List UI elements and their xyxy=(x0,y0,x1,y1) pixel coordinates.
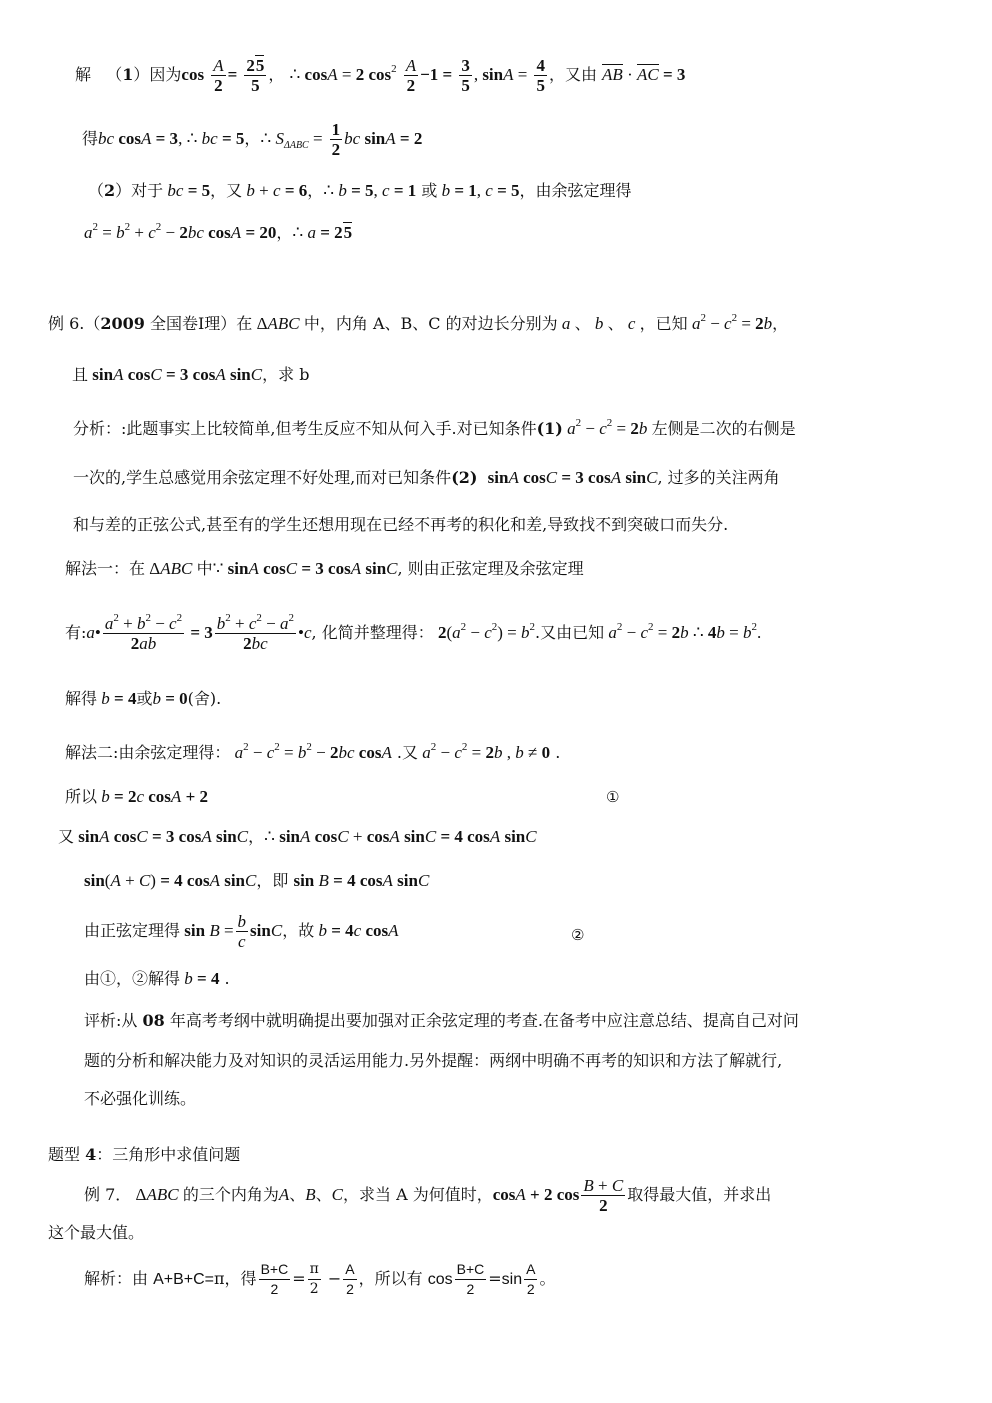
marker-one: ① xyxy=(606,788,620,806)
comment-line-1: 评析:从 08 年高考考纲中就明确提出要加强对正余弦定理的考查.在备考中应注意总结、提高自己对问 xyxy=(84,1011,799,1030)
solution-part1-line: 解 （1）因为cos $\frac{A}{2}$ = $\frac{25}{5}$ ， ∴ cosA = 2 $\cos^2$ $\frac{A}{2}$ −1 = $\frac{3}{5}$ , sinA = $\frac{4}{5}$ ，又由 AB · AC = 3 xyxy=(75,56,686,95)
method1-line: 解法一：在 ΔABC 中∵ sinA cosC = 3 cosA sinC, 则由正弦定理及余弦定理 xyxy=(65,559,584,578)
comment-line-2: 题的分析和解决能力及对知识的灵活运用能力.另外提醒：两纲中明确不再考的知识和方法了解就行, xyxy=(84,1051,783,1070)
example6-condition: 且 sinA cosC = 3 cosA sinC，求 b xyxy=(72,365,310,384)
method2-eq-sin: sin(A + C) = 4 cosA sinC，即 sin B = 4 cosA sinC xyxy=(84,871,430,890)
analysis-line-1: 分析：:此题事实上比较简单,但考生反应不知从何入手.对已知条件(1) $a^2 - c^2 = 2b$ 左侧是二次的右侧是 xyxy=(73,417,796,438)
example6-title: 例 6.（2009 全国卷Ⅰ理）在 ΔABC 中，内角 A、B、C 的对边长分别为 a 、 b 、 c ，已知 $a^2 - c^2 = 2b$， xyxy=(48,312,789,333)
cosine-law-line: $a^2 = b^2 + c^2 - 2bc$ cosA = 20，∴ a = 25 xyxy=(84,221,353,242)
method1-derivation: 有:a• $\frac{a^2 + b^2 - c^2}{2ab}$ = 3 $\frac{b^2 + c^2 - a^2}{2bc}$ •c, 化简并整理得： $2(a^2 - c^2) = b^2$.又由已知 $a^2 - c^2 = 2b$ ∴ $4b = b^2$. xyxy=(65,612,762,653)
analysis-line-3: 和与差的正弦公式,甚至有的学生还想用现在已经不再考的积化和差,导致找不到突破口而失分. xyxy=(73,515,729,534)
example7-line: 例 7． ΔABC 的三个内角为A、B、C，求当 A 为何值时，cosA + 2 cos $\frac{B + C}{2}$ 取得最大值，并求出 xyxy=(84,1176,772,1215)
method2-line: 解法二:由余弦定理得： $a^2 - c^2 = b^2 - 2bc$ cosA .又 $a^2 - c^2 = 2b$ , b ≠ 0 . xyxy=(65,741,561,762)
method1-result: 解得 b = 4或b = 0(舍). xyxy=(65,689,222,708)
method2-result: 由①，②解得 b = 4 . xyxy=(84,969,230,988)
method2-eq2: 由正弦定理得 sin B = $\frac{b}{c}$ sinC，故 b = 4c cosA xyxy=(84,912,399,951)
analysis-line: 解析：由 A+B+C=π，得 $\frac{B+C}{2}$ = $\frac{\pi}{2}$ − $\frac{A}{2}$ ，所以有 cos $\frac{B+C}{2}$ =sin $\frac{A}{2}$ 。 xyxy=(84,1261,556,1297)
marker-two: ② xyxy=(571,926,585,944)
solution-part2-line: （2）对于 bc = 5，又 b + c = 6，∴ b = 5, c = 1 或 b = 1, c = 5，由余弦定理得 xyxy=(88,181,632,200)
method2-eq1: 所以 b = 2c cosA + 2 xyxy=(65,787,208,806)
comment-line-3: 不必强化训练。 xyxy=(84,1089,197,1108)
method2-eq-sum: 又 sinA cosC = 3 cosA sinC，∴ sinA cosC + cosA sinC = 4 cosA sinC xyxy=(58,827,537,846)
analysis-line-2: 一次的,学生总感觉用余弦定理不好处理,而对已知条件(2) sinA cosC = 3 cosA sinC, 过多的关注两角 xyxy=(73,468,780,487)
section-heading: 题型 4：三角形中求值问题 xyxy=(48,1145,241,1164)
area-line: 得bc cosA = 3, ∴ bc = 5，∴ $S_{\Delta ABC}$ = $\frac{1}{2}$ bc sinA = 2 xyxy=(82,120,423,159)
example7-line-2: 这个最大值。 xyxy=(48,1223,145,1242)
